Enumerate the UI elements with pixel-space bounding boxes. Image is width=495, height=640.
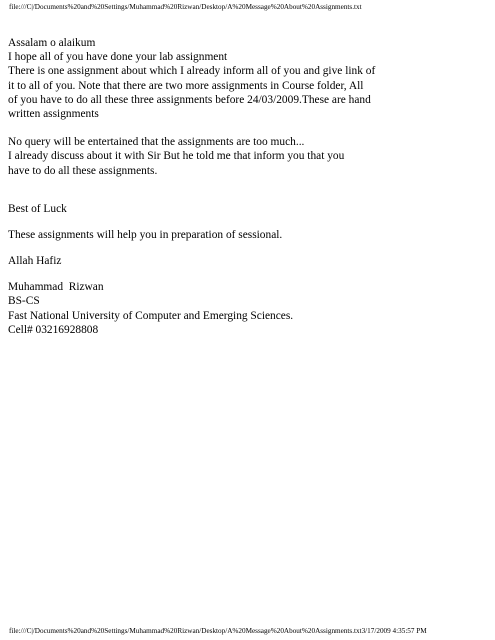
best-wishes: Best of Luck [8,202,67,215]
assignment-note: These assignments will help you in preparation of sessional. [8,228,283,241]
paragraph1-line: written assignments [8,107,99,120]
signature-phone: Cell# 03216928808 [8,323,99,336]
closing: Allah Hafiz [8,255,62,268]
signature-name: Muhammad Rizwan [8,281,104,294]
signature-university: Fast National University of Computer and Emerging Sciences. [8,309,294,322]
paragraph1-line: There is one assignment about which I already inform all of you and give link of [8,65,376,78]
paragraph2-line: No query will be entertained that the assignments are too much... [8,136,305,149]
paragraph2-line: have to do all these assignments. [8,164,158,177]
paragraph1-line: I hope all of you have done your lab assignment [8,51,228,64]
paragraph1-line: of you have to do all these three assignments before 24/03/2009.These are hand [8,93,371,106]
signature-program: BS-CS [8,295,40,308]
greeting: Assalam o alaikum [8,37,96,49]
file-path-header: file:///C|/Documents%20and%20Settings/Muhammad%20Rizwan/Desktop/A%20Message%20About%20Assignments.txt [9,3,362,11]
paragraph1-line: it to all of you. Note that there are two more assignments in Course folder, All [8,79,364,92]
message-body [8,36,488,337]
paragraph2-line: I already discuss about it with Sir But he told me that inform you that you [8,150,345,163]
file-path-footer: file:///C|/Documents%20and%20Settings/Muhammad%20Rizwan/Desktop/A%20Message%20About%20Assignments.txt3/17/2009 4:35:57 PM [9,627,427,635]
